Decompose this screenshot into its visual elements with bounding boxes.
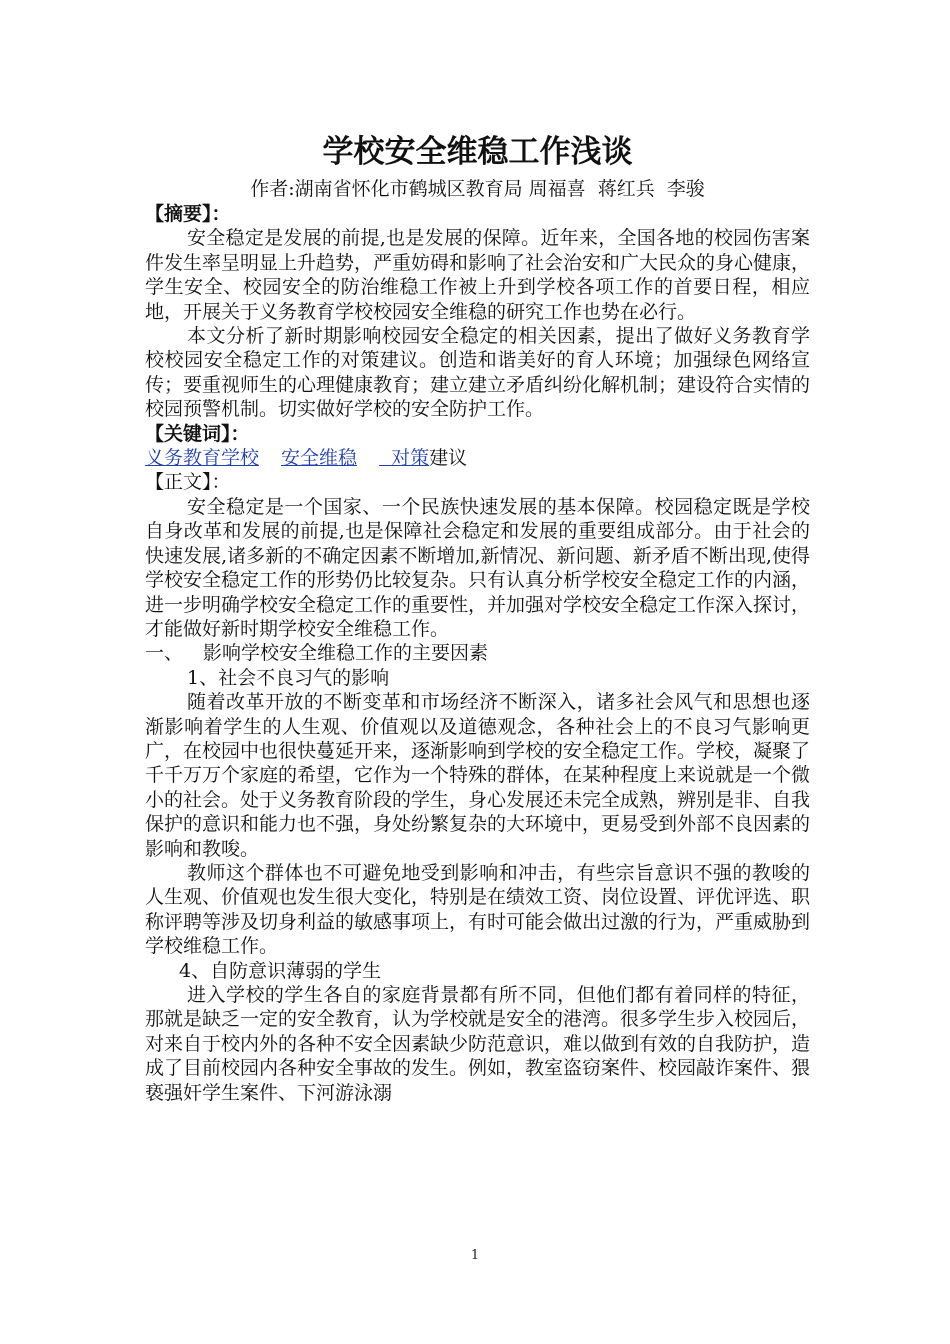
keywords-line bbox=[145, 446, 810, 470]
document-title: 学校安全维稳工作浅谈 bbox=[322, 134, 633, 170]
abstract-paragraph-2: 本文分析了新时期影响校园安全稳定的相关因素，提出了做好义务教育学校校园安全稳定工作的对策建议。创造和谐美好的育人环境；加强绿色网络宣传；要重视师生的心理健康教育；建立建立矛盾纠纷化解机制；建设符合实情的校园预警机制。切实做好学校的安全防护工作。 bbox=[145, 325, 811, 421]
subsection-1-paragraph-1: 随着改革开放的不断变革和市场经济不断深入，诸多社会风气和思想也逐渐影响着学生的人生观、价值观以及道德观念，各种社会上的不良习气影响更广，在校园中也很快蔓延开来，逐渐影响到学校的安全稳定工作。学校，凝聚了千千万万个家庭的希望，它作为一个特殊的群体，在某种程度上来说就是一个微小的社会。处于义务教育阶段的学生，身心发展还未完全成熟，辨别是非、自我保护的意识和能力也不强，身处纷繁复杂的大环境中，更易受到外部不良因素的影响和教唆。 bbox=[145, 691, 811, 860]
section-1-heading bbox=[145, 641, 810, 665]
page-number: 1 bbox=[470, 1248, 480, 1263]
author-line: 作者:湖南省怀化市鹤城区教育局 周福喜 蒋红兵 李骏 bbox=[250, 178, 705, 200]
abstract-heading: 【摘要】： bbox=[145, 203, 231, 225]
subsection-1-heading: 1、社会不良习气的影响 bbox=[187, 666, 390, 689]
subsection-4-paragraph-1: 进入学校的学生各自的家庭背景都有所不同，但他们都有着同样的特征，那就是缺乏一定的安全教育，认为学校就是安全的港湾。很多学生步入校园后，对来自于校内外的各种不安全因素缺少防范意识，难以做到有效的自我防护，造成了目前校园内各种安全事故的发生。例如，教室盗窃案件、校园敲诈案件、猥亵强奸学生案件、下河游泳溺 bbox=[145, 984, 811, 1104]
keyword-link-1[interactable]: 义务教育学校 bbox=[145, 447, 260, 470]
keyword-link-2[interactable]: 安全维稳 bbox=[281, 447, 358, 470]
body-heading: 【正文】： bbox=[145, 471, 231, 494]
section-1-title: 影响学校安全维稳工作的主要因素 bbox=[203, 642, 489, 665]
document-body bbox=[145, 128, 810, 1105]
section-1-number: 一、 bbox=[145, 642, 184, 665]
abstract-paragraph-1: 安全稳定是发展的前提,也是发展的保障。近年来，全国各地的校园伤害案件发生率呈明显上升趋势，严重妨碍和影响了社会治安和广大民众的身心健康，学生安全、校园安全的防治维稳工作被上升到学校各项工作的首要日程，相应地，开展关于义务教育学校校园安全维稳的研究工作也势在必行。 bbox=[145, 227, 811, 323]
body-intro-paragraph: 安全稳定是一个国家、一个民族快速发展的基本保障。校园稳定既是学校自身改革和发展的前提,也是保障社会稳定和发展的重要组成部分。由于社会的快速发展,诸多新的不确定因素不断增加,新情况、新问题、新矛盾不断出现,使得学校安全稳定工作的形势仍比较复杂。只有认真分析学校安全稳定工作的内涵，进一步明确学校安全稳定工作的重要性，并加强对学校安全稳定工作深入探讨，才能做好新时期学校安全维稳工作。 bbox=[145, 495, 811, 640]
subsection-1-paragraph-2: 教师这个群体也不可避免地受到影响和冲击，有些宗旨意识不强的教唆的人生观、价值观也发生很大变化，特别是在绩效工资、岗位设置、评优评选、职称评聘等涉及切身利益的敏感事项上，有时可能会做出过激的行为，严重威胁到学校维稳工作。 bbox=[145, 861, 811, 958]
subsection-4-heading: 4、自防意识薄弱的学生 bbox=[179, 959, 382, 982]
keyword-tail: 建议 bbox=[429, 447, 468, 470]
keywords-heading: 【关键词】： bbox=[145, 422, 250, 445]
keyword-link-3[interactable]: 对策 bbox=[379, 447, 430, 470]
